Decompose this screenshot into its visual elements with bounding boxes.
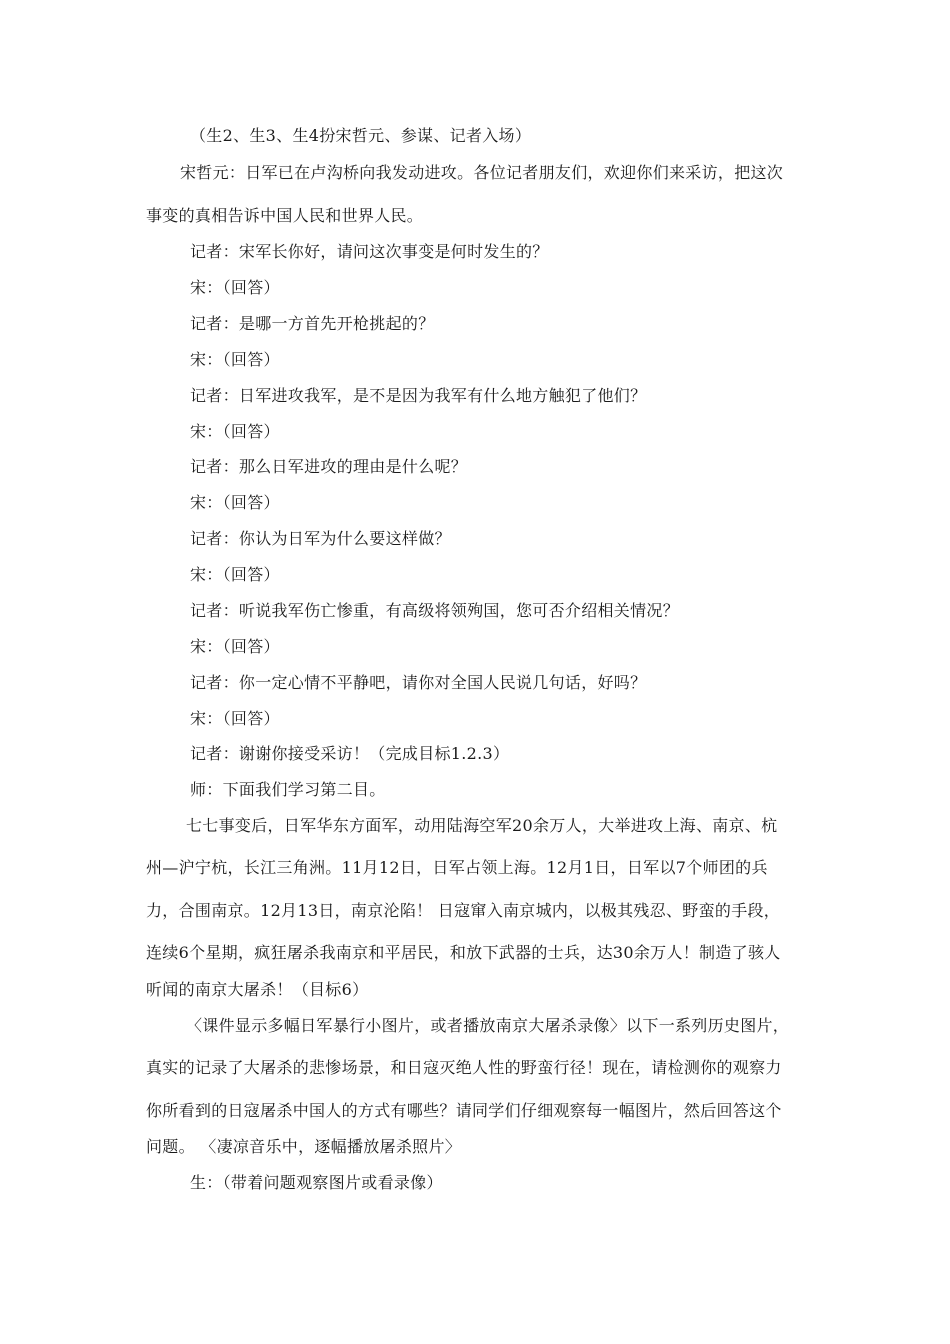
- paragraph-line: 宋哲元：日军已在卢沟桥向我发动进攻。各位记者朋友们，欢迎你们来采访，把这次: [180, 163, 784, 182]
- dialogue-line: 宋：（回答）: [190, 278, 280, 297]
- dialogue-line: 师：下面我们学习第二目。: [190, 780, 386, 799]
- dialogue-line: 生：（带着问题观察图片或看录像）: [190, 1173, 443, 1192]
- dialogue-line: 记者：听说我军伤亡惨重，有高级将领殉国，您可否介绍相关情况？: [190, 601, 680, 620]
- dialogue-line: 记者：是哪一方首先开枪挑起的？: [190, 314, 435, 333]
- dialogue-line: 宋：（回答）: [190, 493, 280, 512]
- paragraph-line: 州—沪宁杭，长江三角洲。11月12日，日军占领上海。12月1日，日军以7个师团的兵: [146, 858, 768, 877]
- dialogue-line: 宋：（回答）: [190, 565, 280, 584]
- paragraph-line: 七七事变后，日军华东方面军，动用陆海空军20余万人，大举进攻上海、南京、杭: [186, 816, 778, 835]
- paragraph-line: 力，合围南京。12月13日，南京沦陷！ 日寇窜入南京城内，以极其残忍、野蛮的手段，: [146, 901, 781, 920]
- stage-direction: （生2、生3、生4扮宋哲元、参谋、记者入场）: [190, 126, 532, 145]
- dialogue-line: 记者：你认为日军为什么要这样做？: [190, 529, 451, 548]
- paragraph-line: 你所看到的日寇屠杀中国人的方式有哪些？请同学们仔细观察每一幅图片，然后回答这个: [146, 1101, 782, 1120]
- dialogue-line: 记者：宋军长你好，请问这次事变是何时发生的？: [190, 242, 549, 261]
- paragraph-line: 听闻的南京大屠杀！（目标6）: [146, 980, 369, 999]
- paragraph-line: 问题。 〈凄凉音乐中，逐幅播放屠杀照片〉: [146, 1137, 462, 1156]
- dialogue-line: 记者：你一定心情不平静吧，请你对全国人民说几句话，好吗？: [190, 673, 647, 692]
- paragraph-line: 事变的真相告诉中国人民和世界人民。: [146, 206, 424, 225]
- dialogue-line: 记者：谢谢你接受采访！（完成目标1.2.3）: [190, 744, 510, 763]
- dialogue-line: 记者：那么日军进攻的理由是什么呢？: [190, 457, 468, 476]
- dialogue-line: 记者：日军进攻我军，是不是因为我军有什么地方触犯了他们？: [190, 386, 647, 405]
- paragraph-line: 连续6个星期，疯狂屠杀我南京和平居民，和放下武器的士兵，达30余万人！制造了骇人: [146, 943, 781, 962]
- dialogue-line: 宋：（回答）: [190, 709, 280, 728]
- paragraph-line: 〈课件显示多幅日军暴行小图片，或者播放南京大屠杀录像〉以下一系列历史图片，: [186, 1016, 790, 1035]
- dialogue-line: 宋：（回答）: [190, 350, 280, 369]
- dialogue-line: 宋：（回答）: [190, 422, 280, 441]
- dialogue-line: 宋：（回答）: [190, 637, 280, 656]
- paragraph-line: 真实的记录了大屠杀的悲惨场景，和日寇灭绝人性的野蛮行径！现在，请检测你的观察力: [146, 1058, 782, 1077]
